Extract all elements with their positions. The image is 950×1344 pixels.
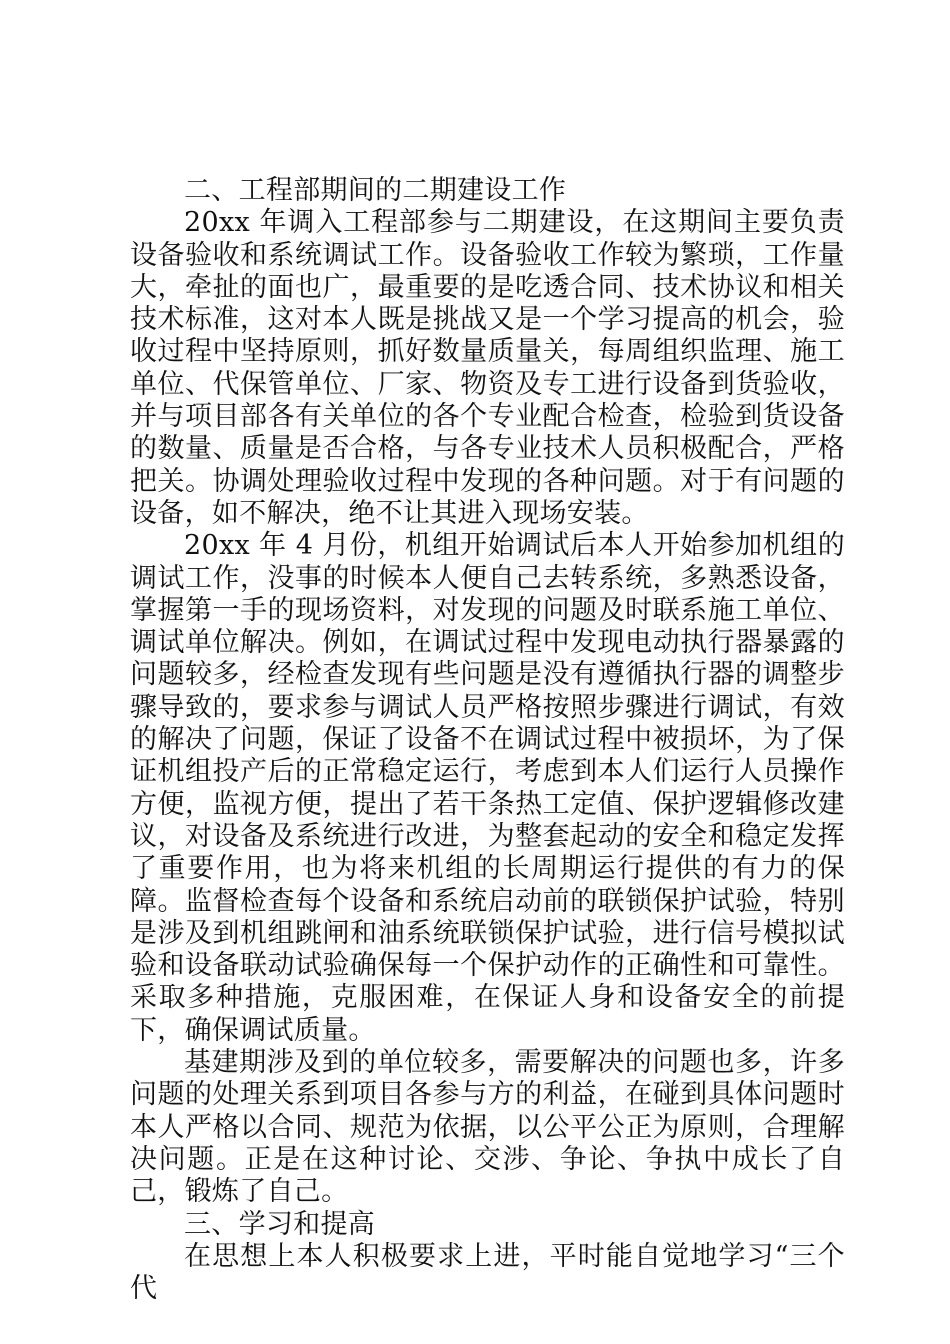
section-heading-study: 三、学习和提高 [184, 1208, 376, 1240]
paragraph-study: 在思想上本人积极要求上进，平时能自觉地学习“三个代 [130, 1240, 845, 1305]
section-heading-phase2: 二、工程部期间的二期建设工作 [184, 175, 567, 206]
document-page [130, 175, 845, 1305]
paragraph-commissioning: 20xx 年 4 月份，机组开始调试后本人开始参加机组的调试工作，没事的时候本人便自己去转系统，多熟悉设备，掌握第一手的现场资料，对发现的问题及时联系施工单位、调试单位解决。例如，在调试过程中发现电动执行器暴露的问题较多，经检查发现有些问题是没有遵循执行器的调整步骤导致的，要求参与调试人员严格按照步骤进行调试，有效的解决了问题，保证了设备不在调试过程中被损坏，为了保证机组投产后的正常稳定运行，考虑到本人们运行人员操作方便，监视方便，提出了若干条热工定值、保护逻辑修改建议，对设备及系统进行改进，为整套起动的安全和稳定发挥了重要作用，也为将来机组的长周期运行提供的有力的保障。监督检查每个设备和系统启动前的联锁保护试验，特别是涉及到机组跳闸和油系统联锁保护试验，进行信号模拟试验和设备联动试验确保每一个保护动作的正确性和可靠性。采取多种措施，克服困难，在保证人身和设备安全的前提下，确保调试质量。 [130, 530, 845, 1046]
paragraph-coordination: 基建期涉及到的单位较多，需要解决的问题也多，许多问题的处理关系到项目各参与方的利益，在碰到具体问题时本人严格以合同、规范为依据，以公平公正为原则，合理解决问题。正是在这种讨论、交涉、争论、争执中成长了自己，锻炼了自己。 [130, 1047, 845, 1208]
paragraph-acceptance: 20xx 年调入工程部参与二期建设，在这期间主要负责设备验收和系统调试工作。设备验收工作较为繁琐，工作量大，牵扯的面也广，最重要的是吃透合同、技术协议和相关技术标准，这对本人既是挑战又是一个学习提高的机会，验收过程中坚持原则，抓好数量质量关，每周组织监理、施工单位、代保管单位、厂家、物资及专工进行设备到货验收，并与项目部各有关单位的各个专业配合检查，检验到货设备的数量、质量是否合格，与各专业技术人员积极配合，严格把关。协调处理验收过程中发现的各种问题。对于有问题的设备，如不解决，绝不让其进入现场安装。 [130, 207, 845, 529]
